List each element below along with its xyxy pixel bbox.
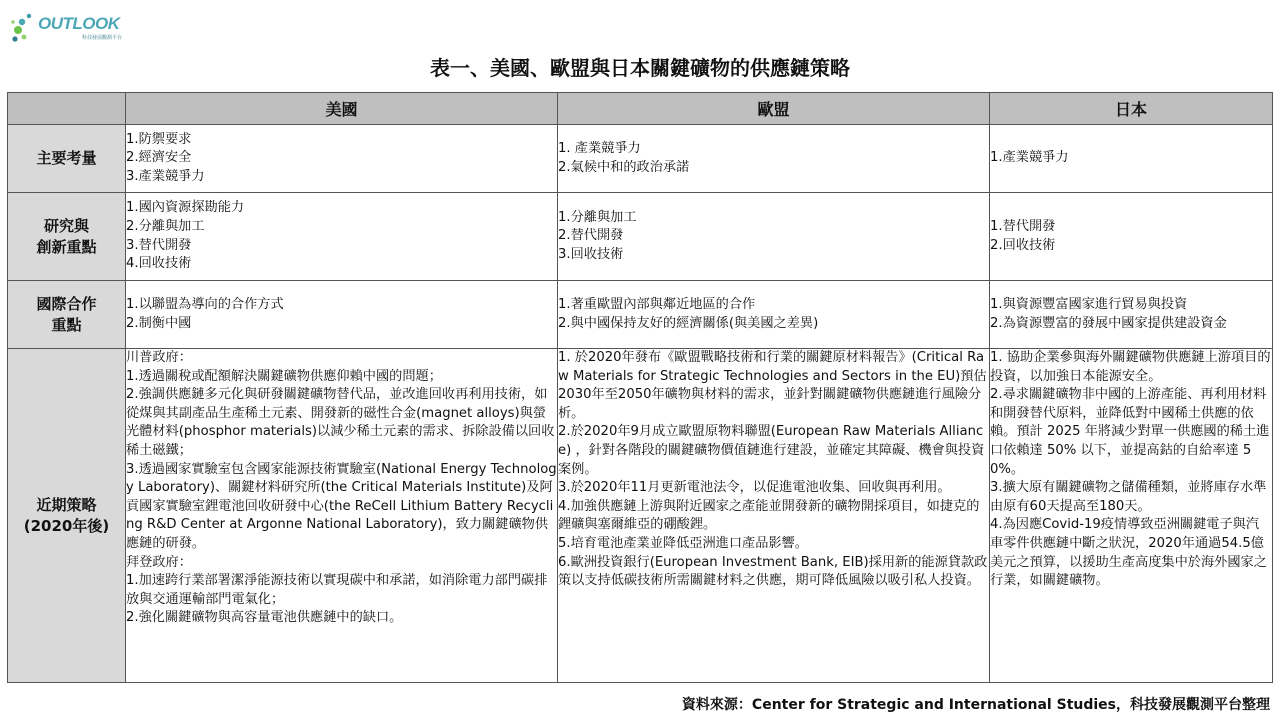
cell-line: 3.於2020年11月更新電池法令，以促進電池收集、回收與再利用。 bbox=[558, 480, 951, 496]
cell-line: 1.分離與加工 bbox=[558, 209, 637, 225]
row-header: 主要考量 bbox=[8, 125, 126, 193]
cell-line: 1. 產業競爭力 bbox=[558, 140, 641, 156]
cell-line: 4.回收技術 bbox=[126, 256, 192, 272]
cell-japan bbox=[990, 193, 1273, 281]
cell-line: 3.回收技術 bbox=[558, 246, 624, 262]
cell-line: 3.透過國家實驗室包含國家能源技術實驗室(National Energy Technology Laboratory)、關鍵材料研究所(the Critical Materials Institute)及阿貢國家實驗室鋰電池回收研發中心(the ReCell Lithium Battery Recycling R&D Center at Argonne National Laboratory)，致力關鍵礦物供應鏈的研發。 bbox=[126, 461, 557, 551]
cell-line: 1.產業競爭力 bbox=[990, 150, 1069, 166]
cell-line: 2.分離與加工 bbox=[126, 218, 205, 234]
outlook-logo[interactable] bbox=[10, 8, 123, 44]
cell-line: 1.著重歐盟內部與鄰近地區的合作 bbox=[558, 296, 756, 312]
table-row bbox=[8, 193, 1273, 281]
cell-line: 2.強化關鍵礦物與高容量電池供應鏈中的缺口。 bbox=[126, 610, 403, 626]
cell-japan bbox=[990, 125, 1273, 193]
cell-line: 1.國內資源探勘能力 bbox=[126, 200, 245, 216]
cell-eu bbox=[558, 349, 990, 683]
strategy-table bbox=[7, 92, 1273, 683]
cell-line: 2.與中國保持友好的經濟關係(與美國之差異) bbox=[558, 315, 819, 331]
row-header bbox=[8, 281, 126, 349]
cell-line: 2.於2020年9月成立歐盟原物料聯盟(European Raw Materials Alliance) ，針對各階段的關鍵礦物價值鏈進行建設，並確定其障礙、機會與投資案例。 bbox=[558, 424, 985, 477]
cell-line: 4.為因應Covid-19疫情導致亞洲關鍵電子與汽車零件供應鏈中斷之狀況，2020年通過54.5億美元之預算，以援助生產高度集中於海外國家之行業，如關鍵礦物。 bbox=[990, 517, 1267, 589]
cell-eu bbox=[558, 281, 990, 349]
cell-line: 研究與 bbox=[43, 216, 89, 235]
cell-line: 1.防禦要求 bbox=[126, 131, 192, 147]
table-row bbox=[8, 349, 1273, 683]
cell-us bbox=[126, 349, 558, 683]
cell-line: 2.氣候中和的政治承諾 bbox=[558, 159, 690, 175]
cell-line: 5.培育電池產業並降低亞洲進口產品影響。 bbox=[558, 535, 808, 551]
cell-line: 創新重點 bbox=[36, 237, 97, 256]
corner-cell bbox=[8, 93, 126, 125]
cell-line: 1.以聯盟為導向的合作方式 bbox=[126, 296, 284, 312]
cell-line: 1.與資源豐富國家進行貿易與投資 bbox=[990, 296, 1188, 312]
cell-line: 1.加速跨行業部署潔淨能源技術以實現碳中和承諾，如消除電力部門碳排放與交通運輸部門電氣化； bbox=[126, 573, 548, 607]
cell-line: 重點 bbox=[51, 315, 82, 334]
cell-line: 6.歐洲投資銀行(European Investment Bank, EIB)採用新的能源貸款政策以支持低碳技術所需關鍵材料之供應，期可降低風險以吸引私人投資。 bbox=[558, 554, 988, 589]
cell-us bbox=[126, 125, 558, 193]
cell-line: 3.產業競爭力 bbox=[126, 168, 205, 184]
cell-us bbox=[126, 281, 558, 349]
row-header bbox=[8, 193, 126, 281]
cell-us bbox=[126, 193, 558, 281]
cell-line: 2.經濟安全 bbox=[126, 150, 192, 166]
table-header-row bbox=[8, 93, 1273, 125]
cell-line: 2.強調供應鏈多元化與研發關鍵礦物替代品，並改進回收再利用技術，如從煤與其副產品生產稀土元素、開發新的磁性合金(magnet alloys)與螢光體材料(phosphor materials)以減少稀土元素的需求、拆除設備以回收稀土磁鐵； bbox=[126, 387, 555, 458]
cell-japan bbox=[990, 349, 1273, 683]
cell-line: 4.加強供應鏈上游與附近國家之產能並開發新的礦物開採項目，如捷克的鋰礦與塞爾維亞的硼酸鋰。 bbox=[558, 498, 980, 533]
row-header bbox=[8, 349, 126, 683]
cell-line: 2.為資源豐富的發展中國家提供建設資金 bbox=[990, 315, 1227, 331]
cell-line: 拜登政府： bbox=[126, 554, 192, 570]
cell-line: 1. 協助企業參與海外關鍵礦物供應鏈上游項目的投資，以加強日本能源安全。 bbox=[990, 350, 1271, 384]
cell-line: 1.替代開發 bbox=[990, 218, 1056, 234]
logo-wordmark: OUTLOOK bbox=[38, 14, 120, 33]
table-row bbox=[8, 125, 1273, 193]
logo-subtitle: 科技發展觀測平台 bbox=[82, 35, 123, 41]
source-note: 資料來源：Center for Strategic and International Studies，科技發展觀測平台整理 bbox=[681, 697, 1270, 713]
cell-line: 2.制衡中國 bbox=[126, 315, 192, 331]
page-title: 表一、美國、歐盟與日本關鍵礦物的供應鏈策略 bbox=[430, 56, 850, 80]
column-header-japan: 日本 bbox=[990, 93, 1273, 125]
cell-eu bbox=[558, 193, 990, 281]
table-row bbox=[8, 281, 1273, 349]
cell-japan bbox=[990, 281, 1273, 349]
cell-line: 2.回收技術 bbox=[990, 237, 1056, 253]
cell-line: 國際合作 bbox=[36, 294, 97, 313]
cell-line: 3.替代開發 bbox=[126, 237, 192, 253]
column-header-us: 美國 bbox=[126, 93, 558, 125]
cell-eu bbox=[558, 125, 990, 193]
cell-line: 1. 於2020年發布《歐盟戰略技術和行業的關鍵原材料報告》(Critical Raw Materials for Strategic Technologies and Sectors in the EU)預估2030年至2050年礦物與材料的需求，並針對關鍵礦物供應鏈進行風險分析。 bbox=[558, 350, 987, 421]
cell-line: 2.尋求關鍵礦物非中國的上游產能、再利用材料和開發替代原料，並降低對中國稀土供應的依賴。預計 2025 年將減少對單一供應國的稀土進口依賴達 50% 以下，並提高鈷的自給率達 50%。 bbox=[990, 387, 1270, 477]
cell-line: (2020年後) bbox=[23, 516, 110, 535]
cell-line: 2.替代開發 bbox=[558, 228, 624, 244]
column-header-eu: 歐盟 bbox=[558, 93, 990, 125]
cell-line: 3.擴大原有關鍵礦物之儲備種類，並將庫存水準由原有60天提高至180天。 bbox=[990, 480, 1267, 514]
cell-line: 1.透過關稅或配額解決關鍵礦物供應仰賴中國的問題； bbox=[126, 368, 442, 384]
cell-line: 川普政府： bbox=[126, 350, 192, 365]
cell-line: 近期策略 bbox=[36, 495, 97, 514]
